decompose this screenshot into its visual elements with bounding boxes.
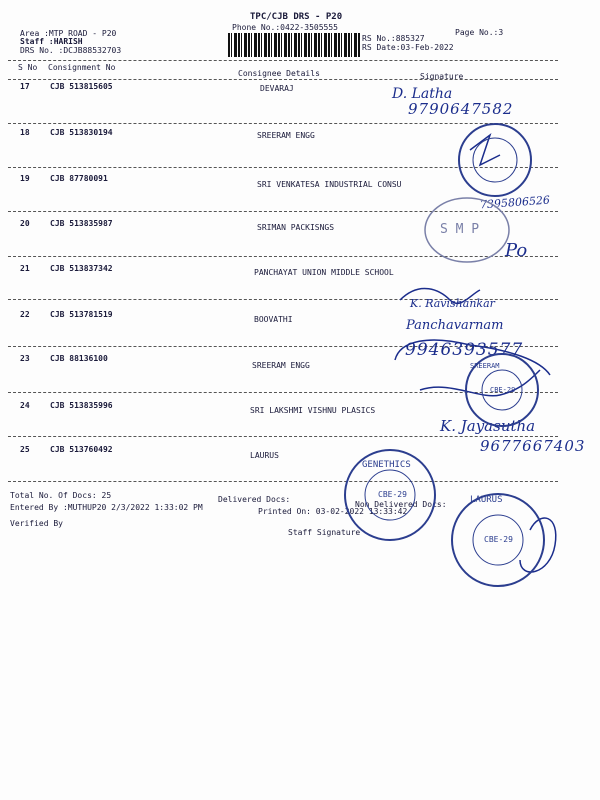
- phone-number: Phone No.:0422-3505555: [232, 23, 338, 32]
- row-sno: 19: [20, 174, 30, 183]
- row-sno: 21: [20, 264, 30, 273]
- col-consignment: Consignment No: [48, 63, 116, 72]
- handwritten-name: K. Ravishankar: [410, 297, 495, 310]
- row-sno: 23: [20, 354, 30, 363]
- row-consignment: CJB 513837342: [50, 264, 113, 273]
- row-consignee: DEVARAJ: [260, 84, 294, 93]
- row-consignment: CJB 513781519: [50, 310, 113, 319]
- cbe-stamp-text: SREERAM: [470, 362, 500, 370]
- row-sno: 17: [20, 82, 30, 91]
- handwritten-signature: D. Latha: [392, 86, 453, 102]
- rs-date: RS Date:03-Feb-2022: [362, 43, 454, 52]
- col-sno: S No: [18, 63, 38, 72]
- laurus-stamp-text: CBE-29: [484, 535, 513, 544]
- verified-by: Verified By: [10, 519, 63, 528]
- row-consignee: SRIMAN PACKISNGS: [257, 223, 335, 232]
- row-sno: 24: [20, 401, 30, 410]
- row-consignee: BOOVATHI: [254, 315, 293, 324]
- total-docs: Total No. Of Docs: 25: [10, 491, 112, 500]
- row-consignee: PANCHAYAT UNION MIDDLE SCHOOL: [254, 268, 394, 277]
- document-title: TPC/CJB DRS - P20: [250, 12, 343, 22]
- col-consignee: Consignee Details: [238, 69, 320, 78]
- row-sno: 20: [20, 219, 30, 228]
- handwritten-name: Panchavarnam: [406, 318, 504, 333]
- row-consignee: SRI VENKATESA INDUSTRIAL CONSU: [257, 180, 402, 189]
- row-consignment: CJB 513835987: [50, 219, 113, 228]
- row-sno: 22: [20, 310, 30, 319]
- drs-number: DRS No. :DCJB88532703: [20, 46, 122, 55]
- row-consignment: CJB 513835996: [50, 401, 113, 410]
- smp-stamp-text: S M P: [440, 222, 480, 237]
- handwritten-phone: 7395806526: [479, 193, 551, 212]
- area-label: Area :MTP ROAD - P20: [20, 29, 117, 38]
- genethics-stamp-text: GENETHICS: [362, 460, 411, 470]
- rs-number: RS No.:885327: [362, 34, 425, 43]
- printed-on: Printed On: 03-02-2022 13:33:42: [258, 507, 408, 516]
- row-consignee: SREERAM ENGG: [252, 361, 310, 370]
- handwritten-name: K. Jayasutha: [440, 417, 536, 435]
- row-consignee: SRI LAKSHMI VISHNU PLASICS: [250, 406, 376, 415]
- handwritten-phone: 9790647582: [408, 100, 514, 118]
- row-consignee: LAURUS: [250, 451, 279, 460]
- row-consignee: SREERAM ENGG: [257, 131, 315, 140]
- row-consignment: CJB 513815605: [50, 82, 113, 91]
- delivered-docs: Delivered Docs:: [218, 495, 291, 504]
- row-consignment: CJB 513760492: [50, 445, 113, 454]
- row-sno: 25: [20, 445, 30, 454]
- row-consignment: CJB 87780091: [50, 174, 108, 183]
- staff-label: Staff :HARISH: [20, 37, 83, 46]
- cbe-stamp-text: CBE-29: [490, 386, 516, 394]
- genethics-stamp-text: CBE-29: [378, 490, 407, 499]
- entered-by: Entered By :MUTHUP20 2/3/2022 1:33:02 PM: [10, 503, 203, 512]
- laurus-stamp-text: LAURUS: [470, 495, 503, 505]
- rubber-stamp: [455, 120, 535, 200]
- handwritten-phone: 9677667403: [480, 437, 586, 455]
- row-consignment: CJB 88136100: [50, 354, 108, 363]
- row-sno: 18: [20, 128, 30, 137]
- non-delivered-docs: Non Delivered Docs:: [355, 500, 447, 509]
- handwritten-phone: 9946393577: [405, 340, 524, 360]
- row-consignment: CJB 513830194: [50, 128, 113, 137]
- handwritten-signature: Po: [505, 240, 528, 261]
- page-number: Page No.:3: [455, 28, 504, 37]
- col-signature: Signature: [420, 72, 464, 81]
- staff-signature: Staff Signature: [288, 528, 361, 537]
